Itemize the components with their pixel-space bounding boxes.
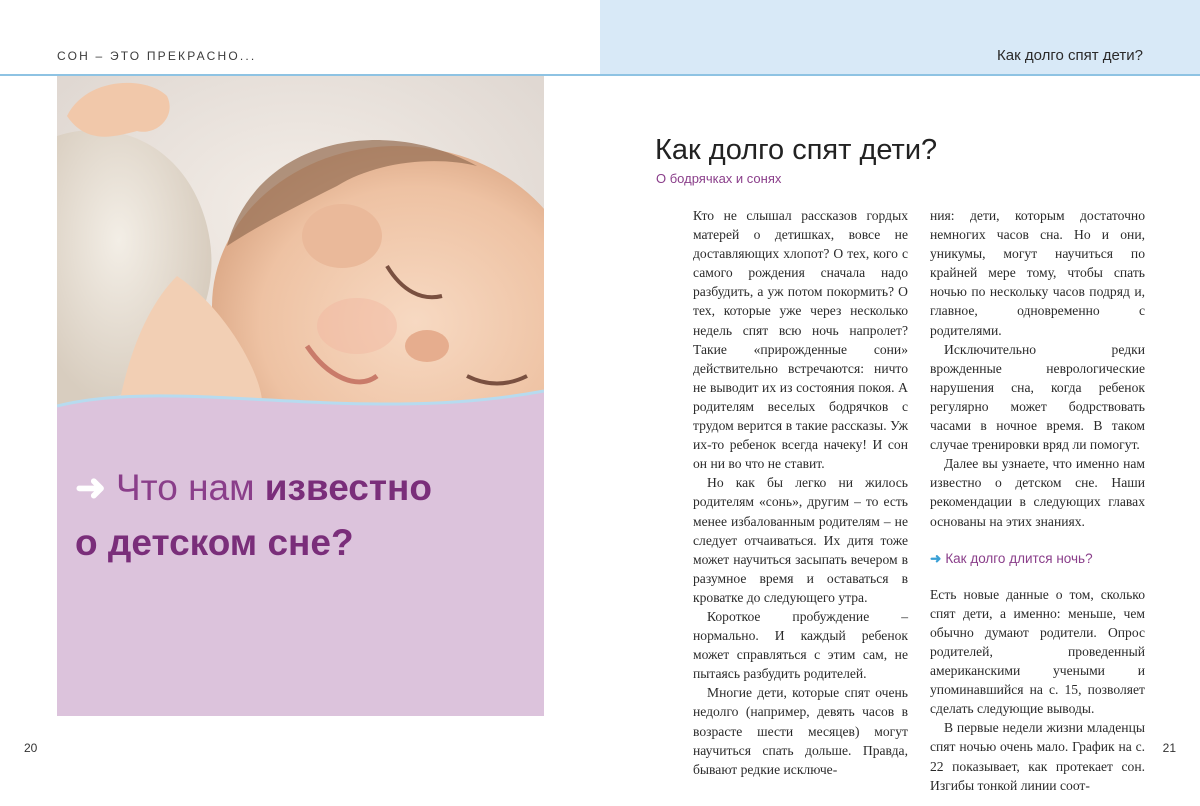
arrow-right-icon: ➜ [930,550,942,566]
text-column-right [930,206,1145,795]
paragraph: ния: дети, которым достаточно немногих часов сна. Но и они, уникумы, могут научиться по крайней мере тому, чтобы спать ночью по нескольку часов подряд и, главное, одновременно с родителями. [930,208,1145,338]
hero-title [75,460,515,570]
page-number-left: 20 [24,741,38,755]
article-subtitle: О бодрячках и сонях [656,171,782,186]
hero-title-part1: Что нам [116,467,265,508]
sleeping-baby-photo [57,76,544,716]
hero-title-bold: известно [264,467,432,508]
paragraph: Но как бы легко ни жилось родителям «сонь», другим – то есть менее избалованным родителям – не следует отчаиваться. Их дитя тоже может научиться засыпать вечером в разумное время и оставаться в кроватке до следующего утра. [693,475,908,605]
paragraph: Короткое пробуждение – нормально. И каждый ребенок может справляться с этим сам, не пытаясь разбудить родителей. [693,608,908,682]
article-title: Как долго спят дети? [655,134,938,166]
hero-title-part2: о детском сне? [75,522,354,563]
paragraph: Есть новые данные о том, сколько спят дети, а именно: меньше, чем обычно думают родители. Опрос родителей, проведенный американскими учеными и упоминавшийся на с. 15, позволяет сделать следующие выводы. [930,586,1145,717]
section-heading-text: Как долго длится ночь? [945,550,1093,566]
section-heading [930,549,1145,568]
paragraph: Далее вы узнаете, что именно нам известно о детском сне. Наши рекомендации в следующих главах основаны на этих знаниях. [930,456,1145,529]
running-head-left: СОН – ЭТО ПРЕКРАСНО... [57,49,257,63]
text-column-left [693,206,908,779]
page-number-right: 21 [1162,741,1176,755]
arrow-right-icon: ➜ [75,467,107,508]
baby-illustration [57,76,544,716]
running-head-right: Как долго спят дети? [997,47,1143,64]
paragraph: В первые недели жизни младенцы спят ночью очень мало. График на с. 22 показывает, как протекает сон. Изгибы тонкой линии соот- [930,720,1145,793]
paragraph: Многие дети, которые спят очень недолго (например, девять часов в возрасте шести месяцев) могут научиться спать дольше. Правда, бывают редкие исключе- [693,685,908,777]
paragraph: Исключительно редки врожденные неврологические нарушения сна, когда ребенок регулярно может бодрствовать часами в ночное время. В таком случае тренировки вряд ли помогут. [930,341,1145,453]
paragraph: Кто не слышал рассказов гордых матерей о детишках, вовсе не доставляющих хлопот? О тех, кого с самого рождения сначала надо разбудить, а уж потом покормить? О тех, которые уже через несколько недель спят всю ночь напролет? Такие «прирожденные сони» действительно встречаются: ничто не выводит их из состояния покоя. А родителям веселых бодрячков с трудом верится в такие рассказы. Уж их-то ребенок всегда начеку! И сон он ни во что не ставит. [693,208,908,472]
